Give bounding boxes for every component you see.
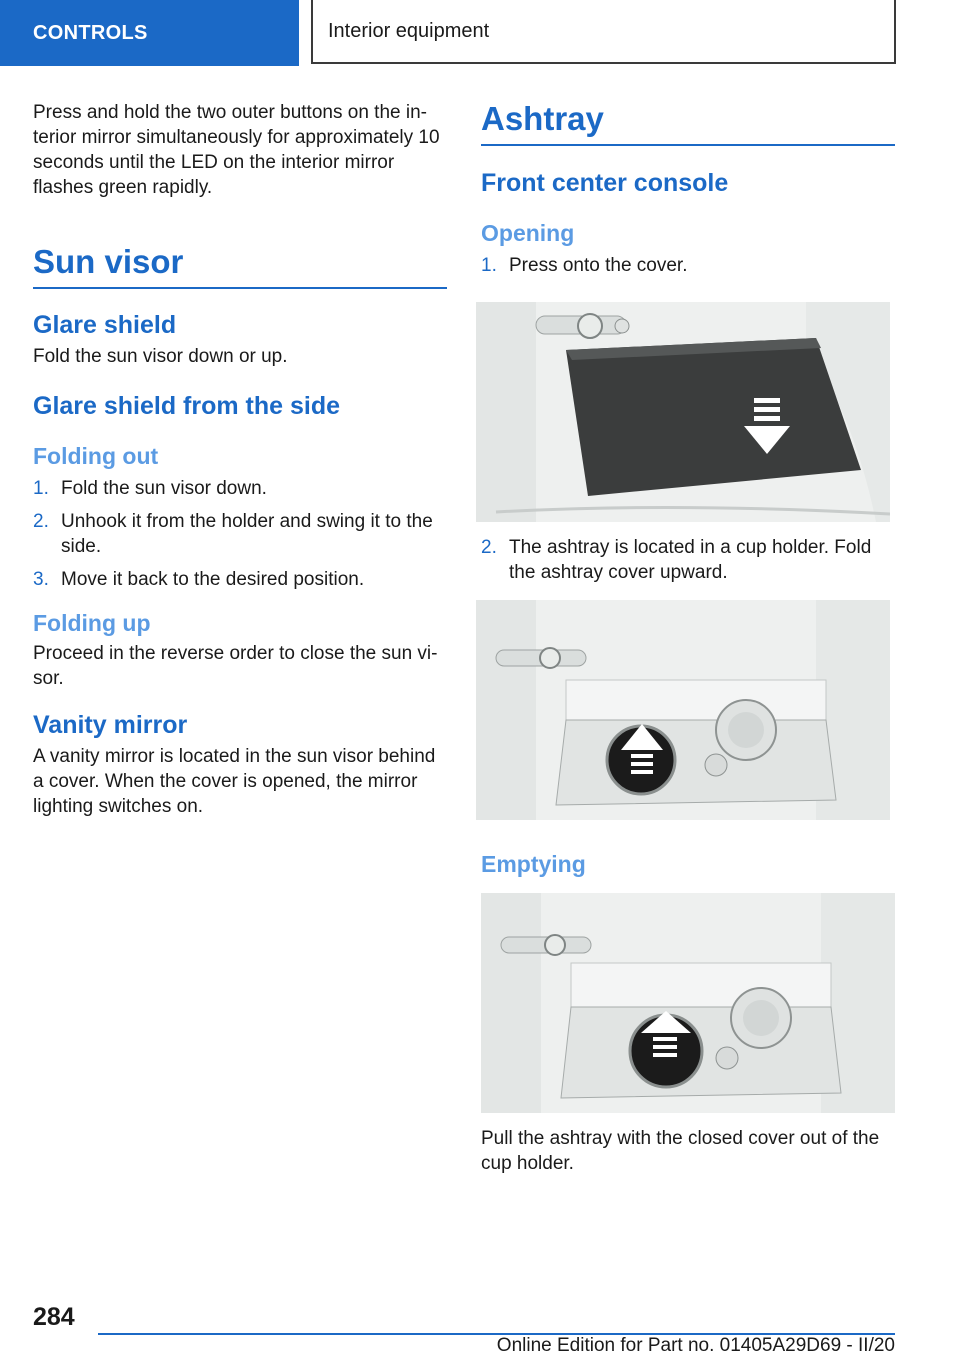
right-column	[481, 100, 895, 286]
cup-holder-drawing	[476, 600, 890, 820]
folding-out-heading: Folding out	[33, 443, 159, 469]
list-item	[33, 509, 447, 559]
step-number: 3.	[33, 569, 49, 590]
opening-steps	[481, 253, 895, 278]
emptying-drawing	[481, 893, 895, 1113]
list-item	[33, 476, 447, 501]
vanity-mirror-heading: Vanity mirror	[33, 711, 188, 739]
page-header	[0, 0, 960, 66]
glare-shield-text: Fold the sun visor down or up.	[33, 346, 288, 367]
emptying-heading: Emptying	[481, 851, 586, 877]
folding-up-text: Proceed in the reverse order to close the sun vi-sor.	[33, 643, 438, 689]
list-item	[33, 567, 447, 592]
edition-note: Online Edition for Part no. 01405A29D69 - II/20	[496, 1335, 895, 1356]
section-tab: CONTROLS	[0, 0, 299, 66]
folding-up-heading: Folding up	[33, 610, 151, 636]
step-text: The ashtray is located in a cup holder. Fold the ashtray cover upward.	[509, 537, 872, 583]
glare-side-heading: Glare shield from the side	[33, 392, 341, 420]
vanity-mirror-text: A vanity mirror is located in the sun visor behind a cover. When the cover is opened, the mirror lighting switches on.	[33, 746, 436, 817]
opening-steps-continued	[481, 535, 895, 593]
emptying-illustration	[481, 893, 895, 1113]
cup-holder-illustration	[476, 600, 890, 820]
intro-paragraph: Press and hold the two outer buttons on the in-terior mirror simultaneously for approximately 10 seconds until the LED on the interior mirror flashes green rapidly.	[33, 102, 440, 198]
folding-out-steps	[33, 476, 447, 592]
step-number: 1.	[481, 255, 497, 276]
opening-heading: Opening	[481, 220, 575, 246]
list-item	[481, 253, 895, 278]
step-number: 1.	[33, 478, 49, 499]
step-number: 2.	[33, 511, 49, 532]
emptying-text: Pull the ashtray with the closed cover out of the cup holder.	[481, 1128, 880, 1174]
step-number: 2.	[481, 537, 497, 558]
console-cover-illustration	[476, 302, 890, 522]
step-text: Unhook it from the holder and swing it to the side.	[61, 511, 433, 557]
step-text: Fold the sun visor down.	[61, 478, 267, 499]
sun-visor-heading: Sun visor	[33, 243, 447, 289]
chapter-title: Interior equipment	[311, 0, 896, 64]
list-item	[481, 535, 895, 585]
ashtray-heading: Ashtray	[481, 100, 895, 146]
glare-shield-heading: Glare shield	[33, 311, 177, 339]
step-text: Move it back to the desired position.	[61, 569, 365, 590]
page-number: 284	[33, 1303, 75, 1331]
step-text: Press onto the cover.	[509, 255, 688, 276]
front-center-console-heading: Front center console	[481, 169, 729, 197]
left-column	[33, 100, 447, 819]
console-cover-drawing	[476, 302, 890, 522]
